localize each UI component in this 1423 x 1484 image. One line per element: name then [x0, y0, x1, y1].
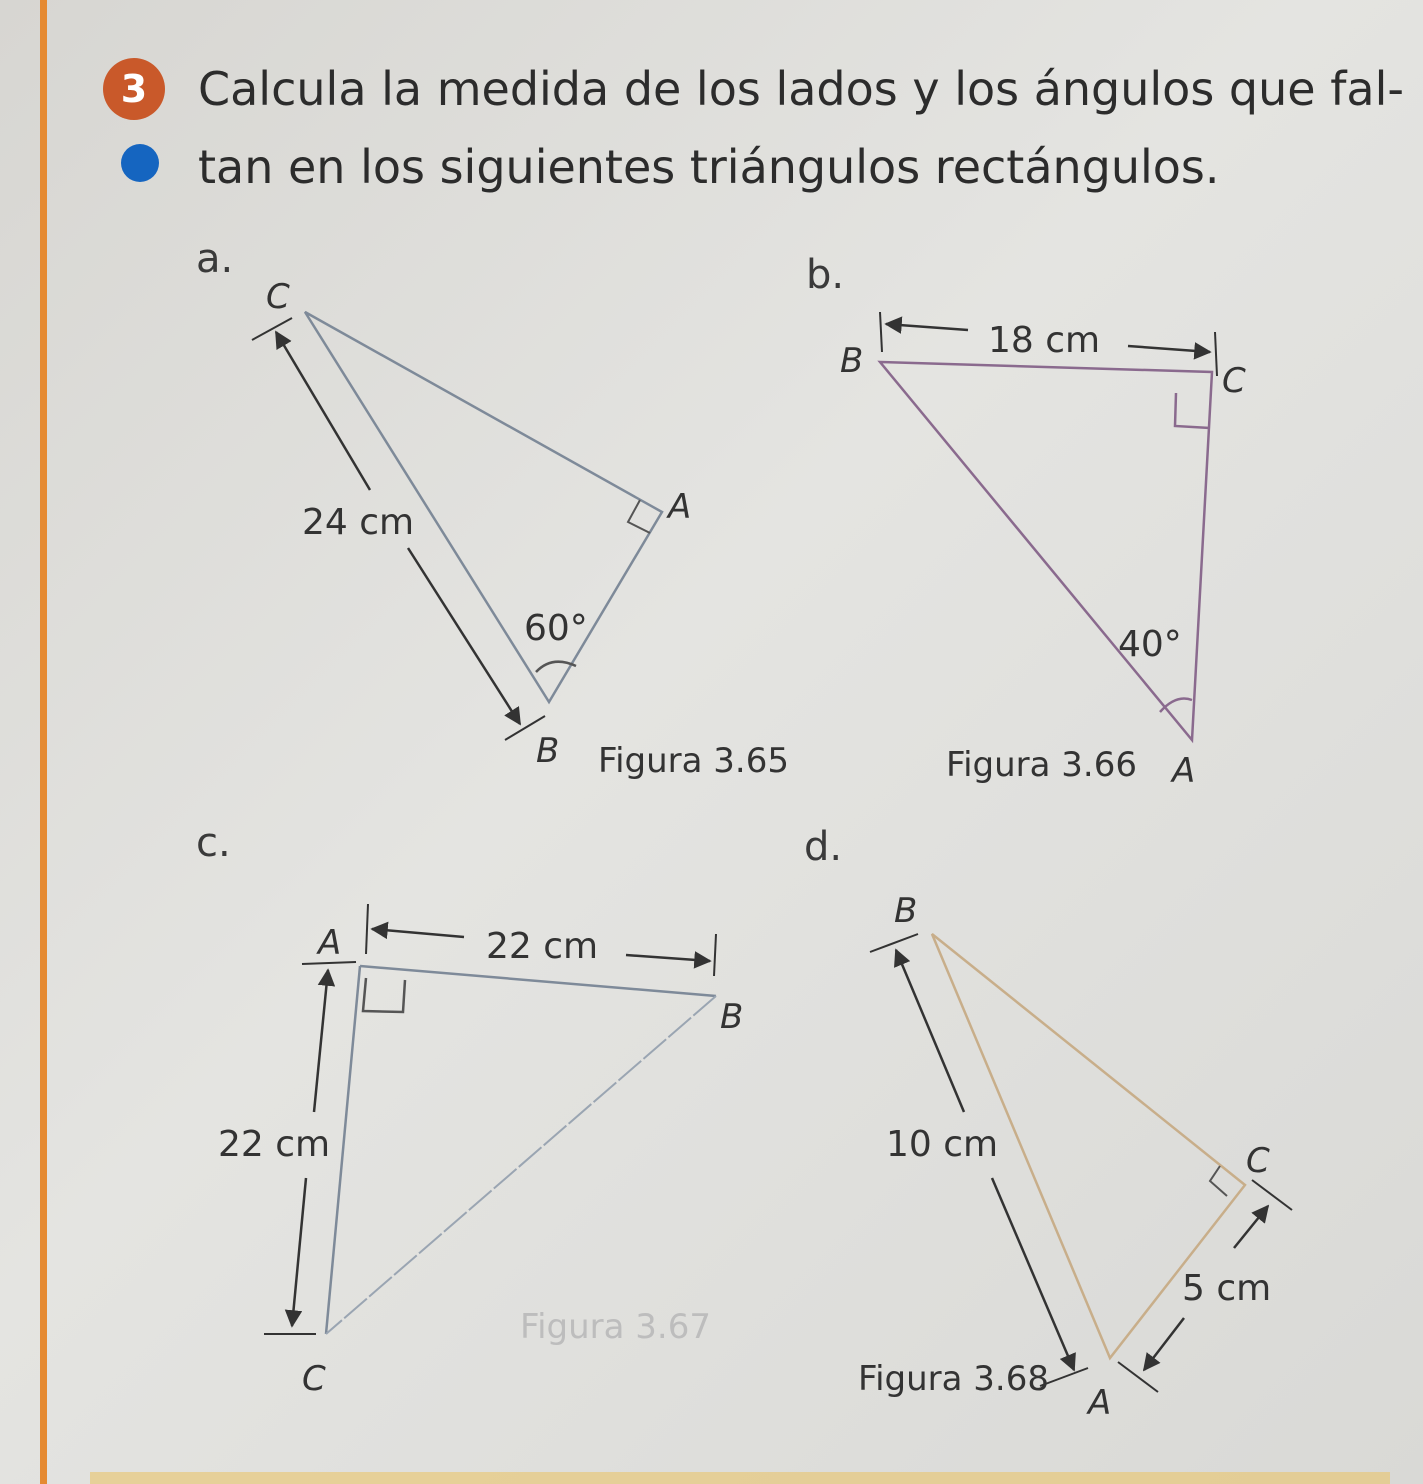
dimension-arrow-bottom-a: [408, 548, 520, 724]
part-d-label: d.: [804, 824, 843, 870]
figure-caption-b: Figura 3.66: [946, 745, 1137, 785]
dimension-arrow-down-d: [992, 1178, 1074, 1370]
dimension-arrow-top-left-c: [372, 929, 464, 937]
vertex-a-a: A: [668, 487, 692, 527]
right-angle-mark-a: [628, 500, 650, 533]
tick-b-b: [880, 312, 882, 352]
dimension-arrow-short-up-d: [1234, 1206, 1268, 1248]
right-angle-mark-b: [1175, 393, 1210, 428]
figure-c: [218, 904, 743, 1399]
side-label-short-d: 5 cm: [1182, 1268, 1272, 1309]
vertex-c-d: C: [1246, 1141, 1270, 1181]
side-bc-c: [326, 996, 716, 1334]
right-angle-mark-c: [363, 978, 405, 1012]
dimension-arrow-top-a: [276, 332, 370, 490]
angle-label-b: 40°: [1118, 624, 1182, 665]
side-label-b: 18 cm: [988, 320, 1101, 361]
tick-c-a: [252, 318, 292, 340]
side-ab-c: [360, 966, 716, 996]
vertex-c-b: C: [1222, 361, 1246, 401]
vertex-b-b: B: [840, 341, 864, 381]
tick-b-d: [870, 934, 918, 952]
tick-b-top-c: [714, 934, 716, 976]
tick-c-b: [1215, 332, 1217, 376]
figure-caption-c: Figura 3.67: [520, 1307, 711, 1347]
dimension-arrow-right-b: [1128, 346, 1210, 352]
figure-caption-d: Figura 3.68: [858, 1359, 1049, 1399]
vertex-a-b: A: [1172, 751, 1196, 791]
statement-line-2: tan en los siguientes triángulos rectángulos.: [198, 140, 1220, 194]
side-ac-c: [326, 966, 360, 1334]
figure-d: [858, 891, 1292, 1423]
figure-b: [840, 312, 1246, 791]
vertex-a-d: A: [1088, 1383, 1112, 1423]
vertex-a-c: A: [318, 923, 342, 963]
dimension-arrow-up-d: [896, 950, 964, 1112]
part-a-label: a.: [196, 236, 234, 282]
dimension-arrow-top-right-c: [626, 955, 710, 961]
exercise-number-badge: 3: [103, 58, 165, 120]
dimension-arrow-left-b: [886, 324, 968, 330]
side-label-a: 24 cm: [302, 502, 415, 543]
right-angle-mark-d: [1210, 1166, 1227, 1196]
figure-caption-a: Figura 3.65: [598, 741, 789, 781]
vertex-c-a: C: [266, 277, 290, 317]
figure-a: [252, 277, 789, 781]
side-label-left-c: 22 cm: [218, 1124, 331, 1165]
side-label-top-c: 22 cm: [486, 926, 599, 967]
tick-a-top-c: [366, 904, 368, 954]
dimension-arrow-left-down-c: [292, 1178, 306, 1326]
dimension-arrow-short-down-d: [1144, 1318, 1184, 1370]
vertex-b-a: B: [536, 731, 560, 771]
triangle-b: [880, 362, 1212, 740]
part-b-label: b.: [806, 252, 845, 298]
part-c-label: c.: [196, 820, 231, 866]
vertex-c-c: C: [302, 1359, 326, 1399]
side-label-hyp-d: 10 cm: [886, 1124, 999, 1165]
vertex-b-c: B: [720, 997, 744, 1037]
vertex-b-d: B: [894, 891, 918, 931]
angle-label-a: 60°: [524, 608, 588, 649]
tick-c-d: [1252, 1180, 1292, 1210]
statement-line-1: Calcula la medida de los lados y los ángulos que fal-: [198, 62, 1404, 116]
dimension-arrow-left-up-c: [314, 970, 328, 1112]
tick-a-right-d: [1118, 1362, 1158, 1392]
